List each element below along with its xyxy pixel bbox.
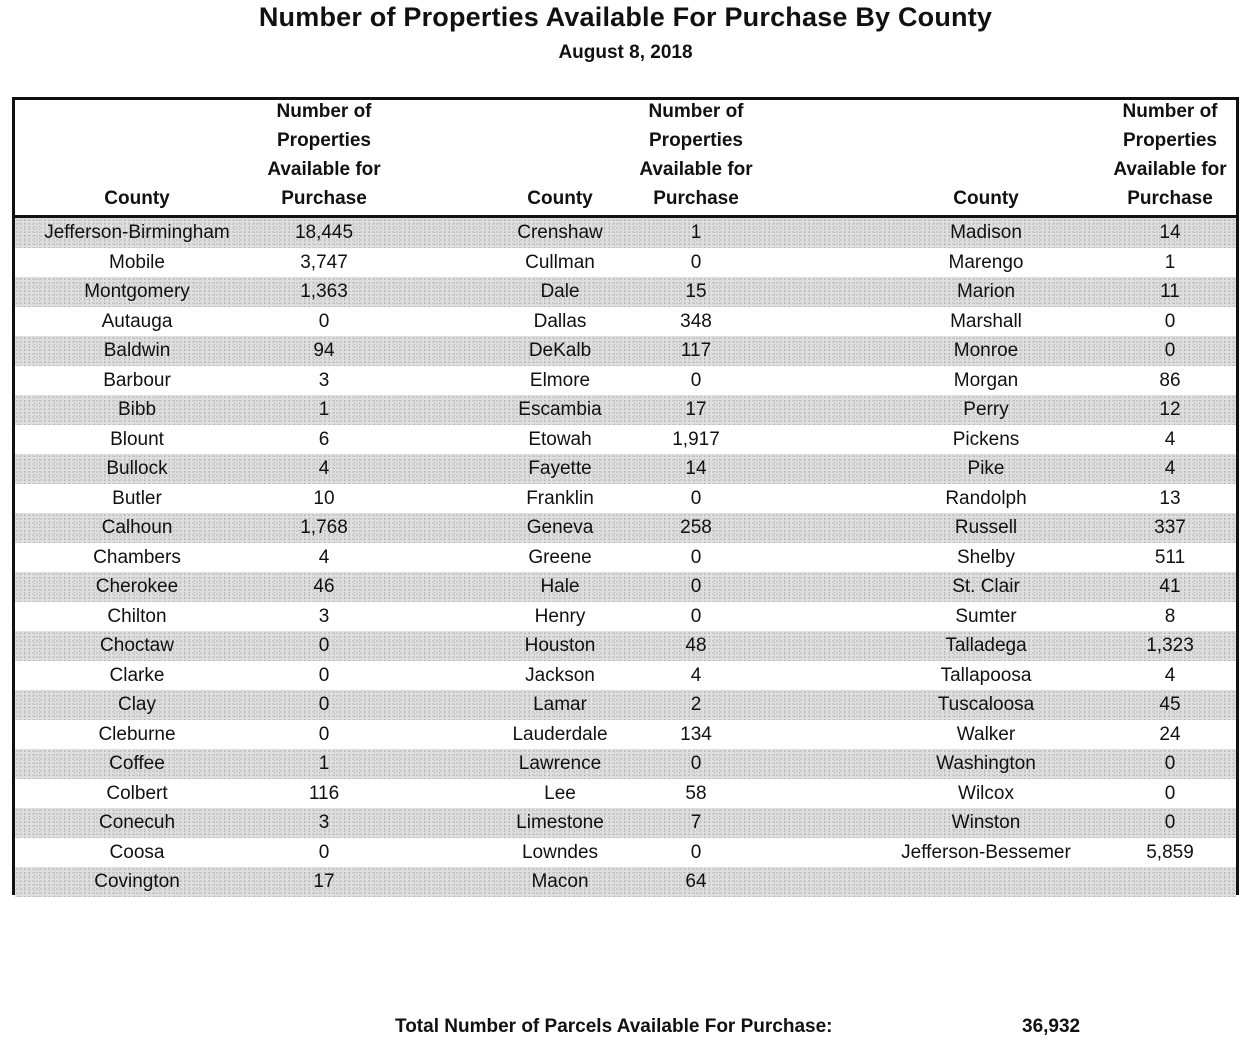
county-name-cell: Houston — [524, 635, 596, 656]
county-name-cell: Coffee — [109, 753, 165, 774]
header-county-1: County — [104, 188, 170, 209]
county-name-cell: Morgan — [953, 369, 1019, 391]
county-name-cell: Talladega — [945, 635, 1027, 656]
header-count-line: Purchase — [653, 188, 739, 209]
property-count-cell: 4 — [1164, 428, 1176, 450]
property-count-cell: 0 — [690, 369, 702, 391]
header-count-2 — [631, 97, 761, 213]
county-name-cell: Greene — [528, 546, 592, 568]
header-count-line: Available for — [1113, 159, 1227, 180]
county-name-cell: Pike — [967, 458, 1005, 479]
county-name-cell: Choctaw — [100, 635, 174, 656]
property-count-cell: 1 — [318, 753, 330, 774]
property-count-cell: 2 — [690, 694, 702, 715]
county-name-cell: Lee — [544, 782, 576, 804]
property-count-cell: 511 — [1154, 546, 1186, 568]
property-count-cell — [1105, 867, 1235, 897]
property-count-cell: 17 — [313, 871, 335, 892]
county-name-cell: Pickens — [952, 428, 1020, 450]
table-row — [15, 661, 1236, 691]
table-row — [15, 248, 1236, 278]
county-name-cell: Washington — [936, 753, 1036, 774]
property-count-cell: 0 — [690, 605, 702, 627]
property-count-cell: 0 — [1164, 812, 1176, 833]
county-name-cell: Sumter — [955, 605, 1017, 627]
county-name-cell: Limestone — [516, 812, 604, 833]
county-name-cell: Monroe — [953, 340, 1019, 361]
county-name-cell: Elmore — [529, 369, 591, 391]
county-name-cell: Franklin — [526, 487, 594, 509]
county-name-cell: Lauderdale — [512, 723, 608, 745]
property-count-cell: 0 — [1164, 753, 1176, 774]
total-value: 36,932 — [1022, 1016, 1081, 1037]
table-row — [15, 218, 1236, 248]
table-row — [15, 277, 1236, 307]
table-body — [15, 218, 1236, 897]
county-name-cell: Escambia — [518, 399, 602, 420]
property-count-cell: 11 — [1160, 281, 1180, 302]
property-count-cell: 7 — [690, 812, 702, 833]
county-name-cell: Madison — [950, 222, 1022, 243]
county-name-cell: DeKalb — [528, 340, 592, 361]
county-name-cell: Randolph — [945, 487, 1027, 509]
property-count-cell: 0 — [318, 310, 330, 332]
property-count-cell: 0 — [690, 841, 702, 863]
property-count-cell: 3 — [318, 605, 330, 627]
header-county-3: County — [953, 188, 1019, 209]
county-name-cell: Etowah — [528, 428, 592, 450]
county-name-cell: Tallapoosa — [940, 664, 1032, 686]
property-count-cell: 17 — [685, 399, 707, 420]
property-count-cell: 8 — [1164, 605, 1176, 627]
county-name-cell: Jackson — [525, 664, 595, 686]
property-count-cell: 14 — [1159, 222, 1181, 243]
header-count-line: Properties — [1123, 130, 1217, 151]
property-count-cell: 13 — [1159, 487, 1181, 509]
total-label: Total Number of Parcels Available For Purchase: — [395, 1016, 833, 1037]
property-count-cell: 41 — [1159, 576, 1181, 597]
property-count-cell: 24 — [1159, 723, 1181, 745]
county-name-cell: Coosa — [109, 841, 165, 863]
header-count-line: Available for — [639, 159, 753, 180]
table-row — [15, 867, 1236, 897]
county-name-cell: Walker — [956, 723, 1016, 745]
county-name-cell: Covington — [94, 871, 180, 892]
county-name-cell: Clay — [117, 694, 156, 715]
table-row — [15, 425, 1236, 455]
property-count-cell: 1 — [318, 399, 330, 420]
property-count-cell: 0 — [1164, 340, 1176, 361]
property-count-cell: 48 — [685, 635, 707, 656]
county-name-cell: Hale — [540, 576, 580, 597]
county-name-cell: Geneva — [526, 517, 594, 538]
property-count-cell: 86 — [1159, 369, 1181, 391]
property-count-cell: 64 — [685, 871, 707, 892]
report-date: August 8, 2018 — [558, 42, 693, 63]
property-count-cell: 0 — [318, 635, 330, 656]
county-name-cell: Butler — [112, 487, 162, 509]
county-name-cell: Winston — [951, 812, 1021, 833]
property-count-cell: 15 — [685, 281, 707, 302]
county-name-cell: Jefferson-Birmingham — [44, 222, 230, 243]
property-count-cell: 0 — [1164, 310, 1176, 332]
property-count-cell: 134 — [680, 723, 712, 745]
county-name-cell: Macon — [531, 871, 589, 892]
property-count-cell: 46 — [313, 576, 335, 597]
table-row — [15, 366, 1236, 396]
table-row — [15, 690, 1236, 720]
header-count-line: Number of — [1122, 101, 1218, 122]
property-count-cell: 0 — [690, 251, 702, 273]
county-name-cell: Cullman — [525, 251, 595, 273]
property-count-cell: 10 — [313, 487, 335, 509]
property-count-cell: 0 — [318, 841, 330, 863]
property-count-cell: 0 — [318, 723, 330, 745]
property-count-cell: 58 — [685, 782, 707, 804]
property-count-cell: 3 — [318, 369, 330, 391]
property-count-cell: 3,747 — [300, 251, 348, 273]
county-name-cell — [875, 867, 1097, 897]
property-count-cell: 1,323 — [1146, 635, 1194, 656]
header-count-line: Purchase — [1127, 188, 1213, 209]
county-name-cell: Montgomery — [84, 281, 190, 302]
header-count-3 — [1105, 97, 1235, 213]
property-count-cell: 1,917 — [672, 428, 720, 450]
property-count-cell: 6 — [318, 428, 330, 450]
county-name-cell: Mobile — [109, 251, 165, 273]
property-count-cell: 337 — [1154, 517, 1186, 538]
property-count-cell: 0 — [1164, 782, 1176, 804]
page-title: Number of Properties Available For Purchase By County — [258, 2, 993, 32]
table-row — [15, 808, 1236, 838]
table-row — [15, 454, 1236, 484]
county-name-cell: Chambers — [93, 546, 181, 568]
county-name-cell: Conecuh — [98, 812, 176, 833]
property-count-cell: 12 — [1159, 399, 1181, 420]
property-count-cell: 5,859 — [1146, 841, 1194, 863]
property-count-cell: 4 — [1164, 458, 1176, 479]
property-count-cell: 4 — [690, 664, 702, 686]
county-name-cell: Lowndes — [521, 841, 599, 863]
county-name-cell: Bullock — [106, 458, 168, 479]
county-name-cell: Lamar — [533, 694, 587, 715]
table-row — [15, 513, 1236, 543]
property-count-cell: 348 — [680, 310, 712, 332]
county-name-cell: Perry — [963, 399, 1009, 420]
property-count-cell: 1,768 — [300, 517, 348, 538]
county-name-cell: Chilton — [107, 605, 167, 627]
table-row — [15, 631, 1236, 661]
county-name-cell: Henry — [534, 605, 586, 627]
property-count-cell: 4 — [318, 546, 330, 568]
properties-table — [12, 97, 1239, 895]
county-name-cell: Blount — [110, 428, 164, 450]
property-count-cell: 1 — [1164, 251, 1176, 273]
county-name-cell: Cleburne — [98, 723, 176, 745]
county-name-cell: Marion — [956, 281, 1016, 302]
table-row — [15, 602, 1236, 632]
header-count-1 — [259, 97, 389, 213]
county-name-cell: Colbert — [106, 782, 168, 804]
county-name-cell: Shelby — [956, 546, 1016, 568]
header-county-2: County — [527, 188, 593, 209]
property-count-cell: 1,363 — [300, 281, 348, 302]
table-row — [15, 543, 1236, 573]
table-row — [15, 572, 1236, 602]
property-count-cell: 45 — [1159, 694, 1181, 715]
property-count-cell: 3 — [318, 812, 330, 833]
county-name-cell: Marshall — [950, 310, 1022, 332]
property-count-cell: 94 — [313, 340, 335, 361]
table-row — [15, 336, 1236, 366]
table-row — [15, 484, 1236, 514]
property-count-cell: 1 — [690, 222, 702, 243]
property-count-cell: 0 — [318, 664, 330, 686]
county-name-cell: Autauga — [101, 310, 173, 332]
county-name-cell: Tuscaloosa — [937, 694, 1035, 715]
header-count-line: Number of — [648, 101, 744, 122]
county-name-cell: Russell — [954, 517, 1018, 538]
property-count-cell: 117 — [680, 340, 712, 361]
property-count-cell: 0 — [690, 487, 702, 509]
table-row — [15, 779, 1236, 809]
county-name-cell: Dale — [540, 281, 580, 302]
property-count-cell: 0 — [690, 546, 702, 568]
county-name-cell: Cherokee — [95, 576, 179, 597]
county-name-cell: Jefferson-Bessemer — [901, 841, 1071, 863]
county-name-cell: Baldwin — [103, 340, 171, 361]
table-row — [15, 307, 1236, 337]
county-name-cell: St. Clair — [952, 576, 1020, 597]
header-count-line: Purchase — [281, 188, 367, 209]
property-count-cell: 258 — [680, 517, 712, 538]
table-row — [15, 749, 1236, 779]
property-count-cell: 4 — [318, 458, 330, 479]
county-name-cell: Clarke — [109, 664, 165, 686]
header-count-line: Properties — [649, 130, 743, 151]
header-count-line: Number of — [276, 101, 372, 122]
property-count-cell: 0 — [690, 753, 702, 774]
county-name-cell: Bibb — [117, 399, 157, 420]
county-name-cell: Fayette — [528, 458, 592, 479]
property-count-cell: 0 — [690, 576, 702, 597]
property-count-cell: 116 — [308, 782, 340, 804]
property-count-cell: 0 — [318, 694, 330, 715]
property-count-cell: 18,445 — [294, 222, 354, 243]
county-name-cell: Wilcox — [958, 782, 1014, 804]
county-name-cell: Marengo — [948, 251, 1024, 273]
table-header — [15, 100, 1236, 218]
header-count-line: Available for — [267, 159, 381, 180]
table-row — [15, 838, 1236, 868]
county-name-cell: Crenshaw — [517, 222, 603, 243]
table-row — [15, 720, 1236, 750]
county-name-cell: Calhoun — [101, 517, 173, 538]
property-count-cell: 4 — [1164, 664, 1176, 686]
county-name-cell: Lawrence — [518, 753, 602, 774]
property-count-cell: 14 — [685, 458, 707, 479]
county-name-cell: Barbour — [103, 369, 171, 391]
county-name-cell: Dallas — [533, 310, 587, 332]
table-row — [15, 395, 1236, 425]
header-count-line: Properties — [277, 130, 371, 151]
